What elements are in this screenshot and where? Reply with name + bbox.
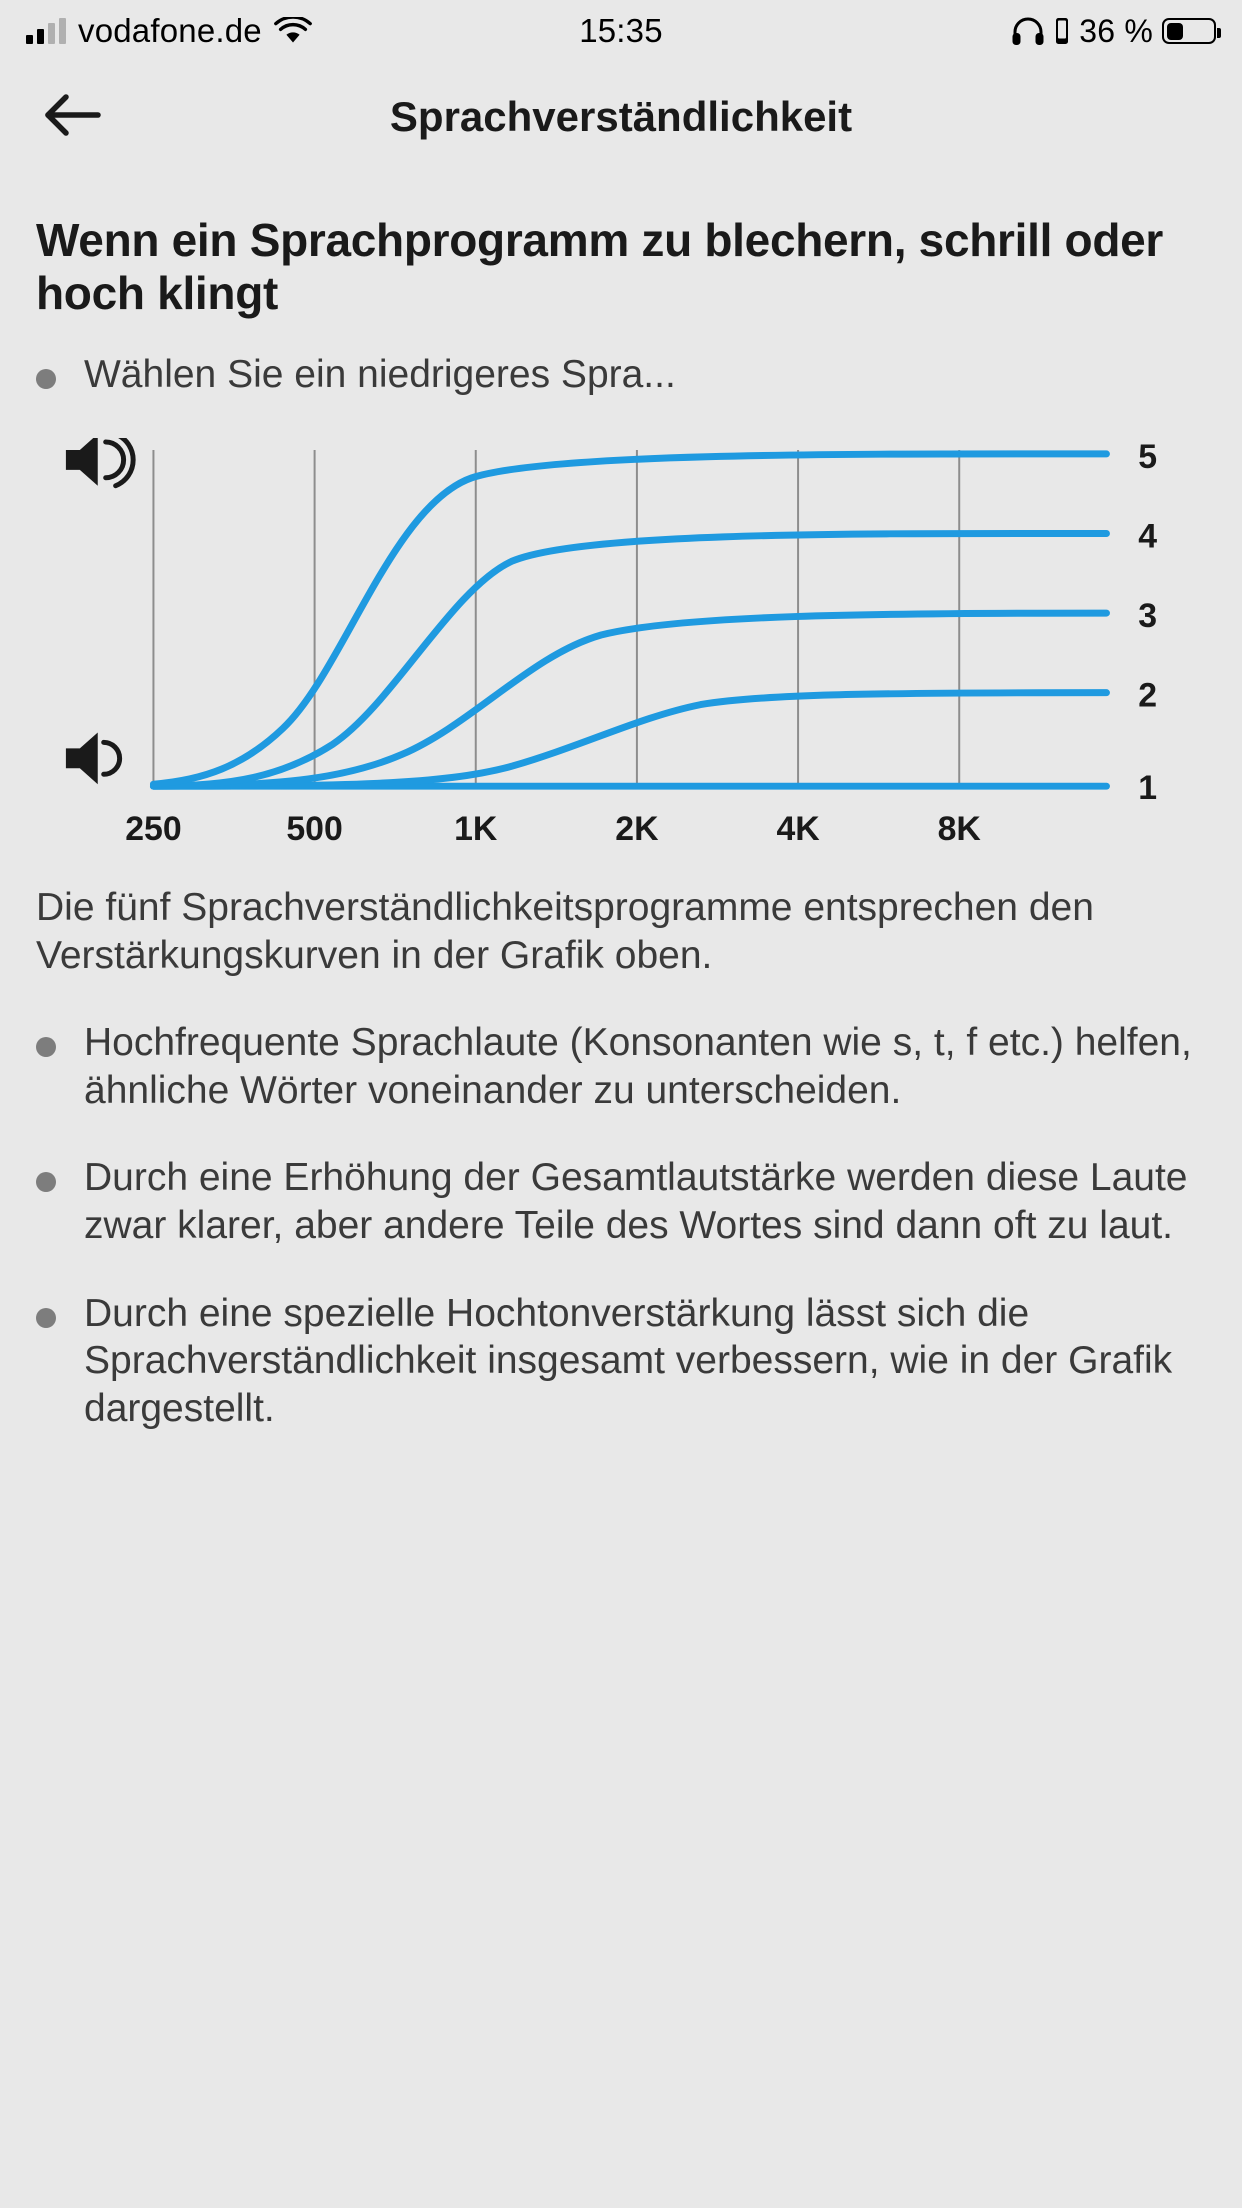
chart-line-5 [153, 454, 1106, 784]
device-icon [1054, 17, 1070, 45]
list-item [36, 351, 1206, 399]
headphones-icon [1011, 16, 1045, 46]
battery-percent-label: 36 % [1079, 12, 1153, 49]
chart-x-tick-500: 500 [286, 810, 343, 849]
bullet-dot-icon [36, 369, 56, 389]
speaker-loud-icon [66, 438, 133, 486]
chart-series-label-4: 4 [1138, 517, 1158, 556]
back-button[interactable] [30, 75, 114, 159]
chart-series-label-5: 5 [1138, 438, 1158, 477]
battery-icon [1162, 18, 1216, 44]
bullet-dot-icon [36, 1308, 56, 1328]
status-bar-right [663, 13, 1216, 50]
list-item-label: Durch eine Erhöhung der Gesamtlautstärke werden diese Laute zwar klarer, aber andere Teile des Wortes sind dann oft zu laut. [84, 1156, 1188, 1247]
list-item-label: Hochfrequente Sprachlaute (Konsonanten wie s, t, f etc.) helfen, ähnliche Wörter voneinander zu unterscheiden. [84, 1021, 1192, 1112]
chart-series-labels [1138, 438, 1157, 807]
chart-x-tick-250: 250 [125, 810, 182, 849]
chart-series-label-2: 2 [1138, 676, 1158, 715]
bullet-dot-icon [36, 1037, 56, 1057]
status-bar [0, 0, 1242, 62]
chart-svg [44, 438, 1198, 856]
list-item-label: Durch eine spezielle Hochtonverstärkung lässt sich die Sprachverständlichkeit insgesamt verbessern, wie in der Grafik dargestellt. [84, 1291, 1173, 1430]
speaker-quiet-icon [66, 733, 120, 785]
status-bar-left [26, 12, 579, 50]
battery-fill [1167, 23, 1183, 40]
chart-x-tick-labels [125, 810, 981, 848]
section-headline: Wenn ein Sprachprogramm zu blechern, schrill oder hoch klingt [36, 214, 1164, 320]
chart-line-4 [153, 534, 1106, 787]
navigation-bar [0, 62, 1242, 172]
list-item-label: Wählen Sie ein niedrigeres Spra... [84, 352, 676, 396]
bottom-bullet-list [36, 1019, 1206, 1432]
page-content [0, 172, 1242, 1432]
list-item [36, 1019, 1206, 1114]
list-item [36, 1290, 1206, 1433]
chart-line-2 [153, 693, 1106, 787]
status-bar-clock: 15:35 [579, 12, 663, 49]
carrier-label: vodafone.de [78, 12, 262, 49]
top-bullet-list [36, 351, 1206, 399]
chart-x-tick-1k: 1K [454, 810, 498, 849]
wifi-icon [274, 17, 312, 45]
cellular-signal-icon [26, 18, 66, 44]
chart-x-tick-2k: 2K [615, 810, 659, 849]
chart-series-group [153, 454, 1106, 786]
chart-series-label-1: 1 [1138, 769, 1158, 808]
chart-x-tick-4k: 4K [776, 810, 820, 849]
list-item [36, 1154, 1206, 1249]
chart-description-paragraph: Die fünf Sprachverständlichkeitsprogramme entsprechen den Verstärkungskurven in der Grafik oben. [36, 886, 1094, 977]
arrow-left-icon [40, 88, 104, 147]
chart-series-label-3: 3 [1138, 597, 1158, 636]
page-title: Sprachverständlichkeit [389, 93, 853, 140]
chart-x-tick-8k: 8K [937, 810, 981, 849]
bullet-dot-icon [36, 1172, 56, 1192]
gain-curves-chart [36, 438, 1206, 856]
